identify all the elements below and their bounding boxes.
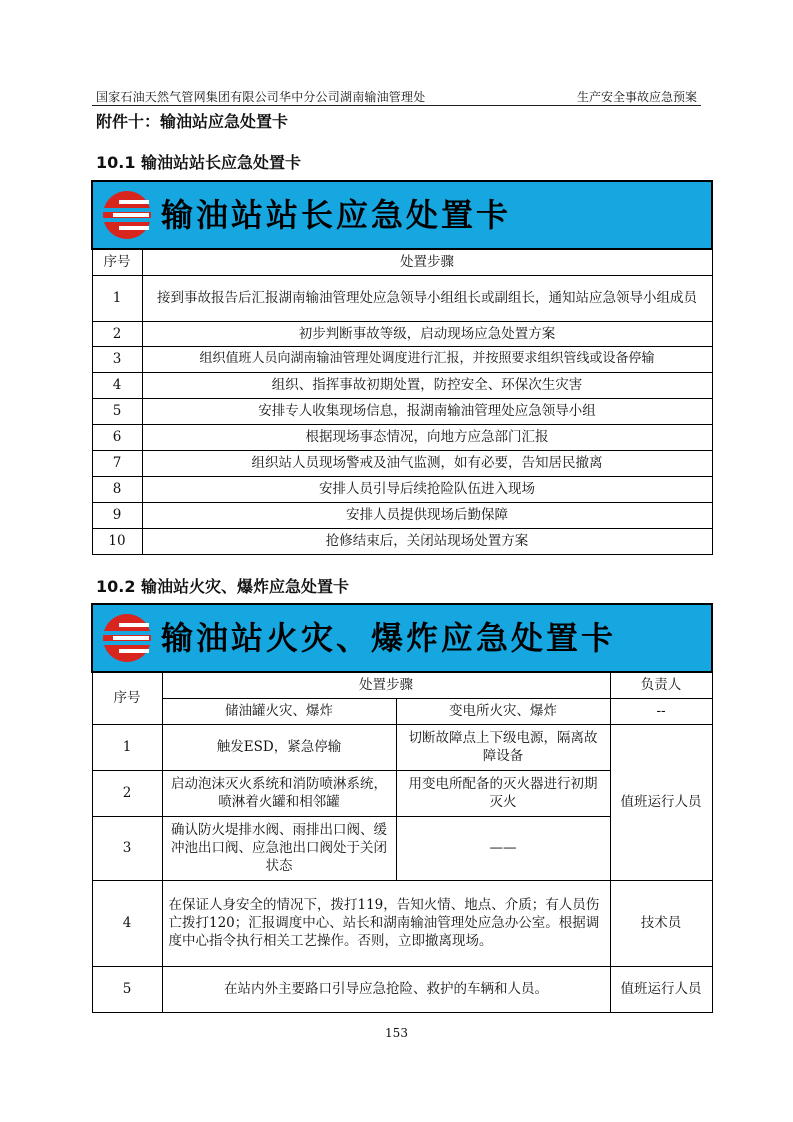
section-1-heading: 10.1 输油站站长应急处置卡 <box>96 153 302 172</box>
table-row <box>92 372 712 398</box>
card-banner <box>92 181 712 249</box>
table-row <box>92 398 712 424</box>
subheader-owner: -- <box>610 698 712 724</box>
col-header-steps: 处置步骤 <box>142 249 712 275</box>
table-row <box>92 321 712 346</box>
card-banner-title: 输油站站长应急处置卡 <box>161 196 512 234</box>
row-no: 10 <box>92 528 142 554</box>
row-no: 9 <box>92 502 142 528</box>
row-step: 根据现场事态情况，向地方应急部门汇报 <box>142 424 712 450</box>
table-row <box>92 424 712 450</box>
page-number: 153 <box>385 1026 408 1040</box>
section-2-heading: 10.2 输油站火灾、爆炸应急处置卡 <box>96 577 350 596</box>
row-owner: 值班运行人员 <box>610 724 712 880</box>
table-row <box>92 724 712 770</box>
row-step: 组织、指挥事故初期处置，防控安全、环保次生灾害 <box>142 372 712 398</box>
row-step: 在站内外主要路口引导应急抢险、救护的车辆和人员。 <box>162 966 610 1012</box>
row-no: 4 <box>92 372 142 398</box>
table-row <box>92 275 712 321</box>
table-row <box>92 880 712 966</box>
row-step: 组织站人员现场警戒及油气监测，如有必要，告知居民撤离 <box>142 450 712 476</box>
header-doc-title: 生产安全事故应急预案 <box>576 90 697 104</box>
header-org: 国家石油天然气管网集团有限公司华中分公司湖南输油管理处 <box>96 90 426 104</box>
subheader-tank-fire: 储油罐火灾、爆炸 <box>162 698 396 724</box>
col-header-owner: 负责人 <box>610 672 712 698</box>
table-row <box>92 502 712 528</box>
table-row <box>92 528 712 554</box>
row-substation-step: —— <box>396 816 610 880</box>
row-substation-step: 用变电所配备的灭火器进行初期灭火 <box>396 770 610 816</box>
row-step: 接到事故报告后汇报湖南输油管理处应急领导小组组长或副组长，通知站应急领导小组成员 <box>142 275 712 321</box>
pipechina-logo-icon <box>101 189 153 241</box>
row-no: 2 <box>92 770 162 816</box>
fire-explosion-card <box>91 603 713 1013</box>
station-master-card <box>91 180 713 555</box>
row-no: 8 <box>92 476 142 502</box>
row-substation-step: 切断故障点上下级电源，隔离故障设备 <box>396 724 610 770</box>
row-no: 3 <box>92 346 142 372</box>
row-no: 5 <box>92 398 142 424</box>
card-banner-title: 输油站火灾、爆炸应急处置卡 <box>161 619 617 657</box>
table-row <box>92 476 712 502</box>
row-step: 安排人员引导后续抢险队伍进入现场 <box>142 476 712 502</box>
row-no: 2 <box>92 321 142 346</box>
row-no: 5 <box>92 966 162 1012</box>
appendix-title: 附件十：输油站应急处置卡 <box>96 112 289 131</box>
table-row <box>92 450 712 476</box>
row-owner: 技术员 <box>610 880 712 966</box>
row-tank-step: 触发ESD，紧急停输 <box>162 724 396 770</box>
pipechina-logo-icon <box>101 612 153 664</box>
col-header-steps: 处置步骤 <box>162 672 610 698</box>
col-header-no: 序号 <box>92 672 162 724</box>
row-no: 6 <box>92 424 142 450</box>
header-rule <box>92 105 701 106</box>
row-step: 安排人员提供现场后勤保障 <box>142 502 712 528</box>
row-no: 1 <box>92 275 142 321</box>
card-banner <box>92 604 712 672</box>
row-no: 3 <box>92 816 162 880</box>
row-step: 组织值班人员向湖南输油管理处调度进行汇报，并按照要求组织管线或设备停输 <box>142 346 712 372</box>
row-tank-step: 启动泡沫灭火系统和消防喷淋系统，喷淋着火罐和相邻罐 <box>162 770 396 816</box>
row-step: 在保证人身安全的情况下，拨打119，告知火情、地点、介质；有人员伤亡拨打120；汇报调度中心、站长和湖南输油管理处应急办公室。根据调度中心指令执行相关工艺操作。否则，立即撤离现场。 <box>162 880 610 966</box>
row-step: 安排专人收集现场信息，报湖南输油管理处应急领导小组 <box>142 398 712 424</box>
row-step: 抢修结束后，关闭站现场处置方案 <box>142 528 712 554</box>
row-no: 7 <box>92 450 142 476</box>
col-header-no: 序号 <box>92 249 142 275</box>
row-owner: 值班运行人员 <box>610 966 712 1012</box>
row-tank-step: 确认防火堤排水阀、雨排出口阀、缓冲池出口阀、应急池出口阀处于关闭状态 <box>162 816 396 880</box>
table-row <box>92 966 712 1012</box>
row-no: 4 <box>92 880 162 966</box>
row-no: 1 <box>92 724 162 770</box>
subheader-substation-fire: 变电所火灾、爆炸 <box>396 698 610 724</box>
row-step: 初步判断事故等级，启动现场应急处置方案 <box>142 321 712 346</box>
table-row <box>92 346 712 372</box>
